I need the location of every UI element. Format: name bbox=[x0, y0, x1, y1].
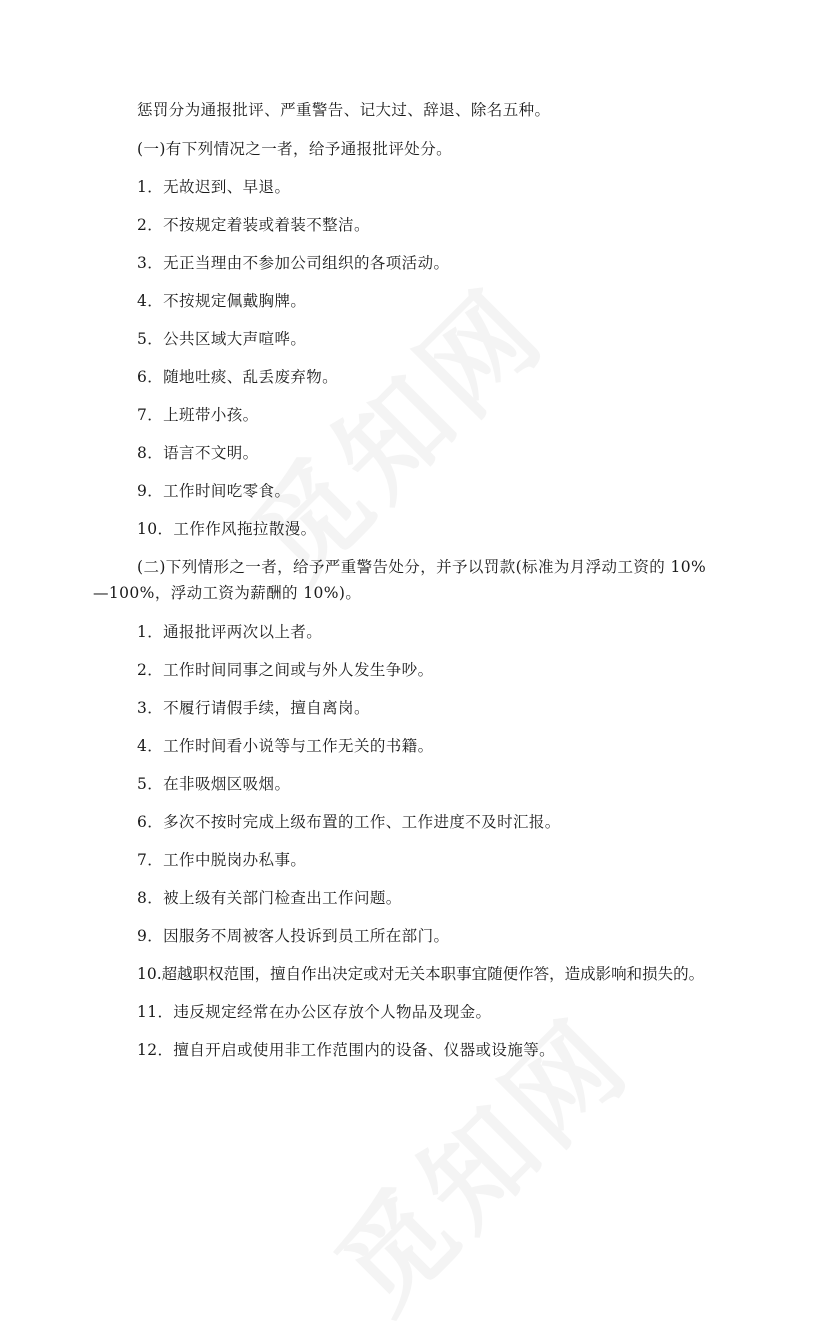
list-item: 7．工作中脱岗办私事。 bbox=[137, 851, 307, 869]
list-item: 2．工作时间同事之间或与外人发生争吵。 bbox=[137, 661, 434, 679]
list-item: 3．不履行请假手续，擅自离岗。 bbox=[137, 699, 370, 717]
list-item: 3．无正当理由不参加公司组织的各项活动。 bbox=[137, 254, 450, 272]
section-2-heading: (二)下列情形之一者，给予严重警告处分，并予以罚款(标准为月浮动工资的 10% bbox=[137, 558, 707, 576]
list-item: 8．语言不文明。 bbox=[137, 444, 259, 462]
list-item: 7．上班带小孩。 bbox=[137, 406, 259, 424]
list-item: 4．不按规定佩戴胸牌。 bbox=[137, 292, 307, 310]
list-item: 11．违反规定经常在办公区存放个人物品及现金。 bbox=[137, 1003, 492, 1021]
intro-text: 惩罚分为通报批评、严重警告、记大过、辞退、除名五种。 bbox=[137, 101, 551, 119]
list-item: 9．因服务不周被客人投诉到员工所在部门。 bbox=[137, 927, 450, 945]
watermark bbox=[296, 978, 658, 1340]
list-item: 8．被上级有关部门检查出工作问题。 bbox=[137, 889, 402, 907]
list-item: 9．工作时间吃零食。 bbox=[137, 482, 291, 500]
list-item: 10．工作作风拖拉散漫。 bbox=[137, 520, 317, 538]
list-item: 10.超越职权范围，擅自作出决定或对无关本职事宜随便作答，造成影响和损失的。 bbox=[137, 965, 705, 983]
list-item: 1．无故迟到、早退。 bbox=[137, 178, 291, 196]
list-item: 5．公共区域大声喧哗。 bbox=[137, 330, 307, 348]
list-item: 6．多次不按时完成上级布置的工作、工作进度不及时汇报。 bbox=[137, 813, 561, 831]
list-item: 12．擅自开启或使用非工作范围内的设备、仪器或设施等。 bbox=[137, 1041, 556, 1059]
list-item: 6．随地吐痰、乱丢废弃物。 bbox=[137, 368, 339, 386]
list-item: 1．通报批评两次以上者。 bbox=[137, 623, 323, 641]
section-1-heading: (一)有下列情况之一者，给予通报批评处分。 bbox=[137, 140, 452, 158]
list-item: 2．不按规定着装或着装不整洁。 bbox=[137, 216, 370, 234]
section-2-heading-continued: —100%，浮动工资为薪酬的 10%)。 bbox=[93, 584, 362, 602]
list-item: 5．在非吸烟区吸烟。 bbox=[137, 775, 291, 793]
list-item: 4．工作时间看小说等与工作无关的书籍。 bbox=[137, 737, 434, 755]
